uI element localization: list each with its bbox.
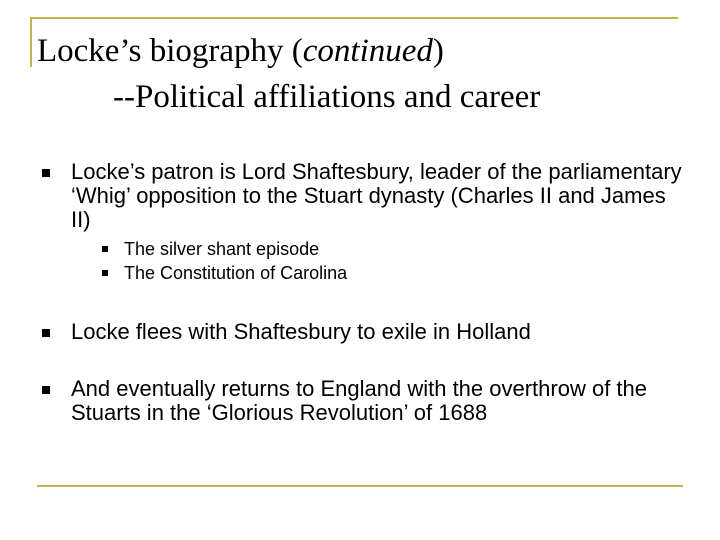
sub-bullet-item [71, 261, 690, 285]
sub-bullet-list [71, 237, 690, 285]
frame-top-rule [30, 17, 678, 19]
bullet-text: Locke flees with Shaftesbury to exile in Holland [71, 319, 531, 344]
square-bullet-icon [42, 169, 50, 177]
bullet-item-patron [40, 160, 690, 285]
square-bullet-icon [102, 270, 108, 276]
title-line2: --Political affiliations and career [113, 79, 541, 115]
bullet-list [40, 160, 690, 425]
slide-title [37, 28, 677, 120]
bullet-text: And eventually returns to England with the overthrow of the Stuarts in the ‘Glorious Revolution’ of 1688 [71, 376, 648, 425]
bullet-item-exile [40, 320, 690, 344]
sub-bullet-text: The silver shant episode [124, 239, 320, 259]
bullet-item-return [40, 377, 690, 425]
title-line1-suffix: ) [432, 33, 444, 69]
sub-bullet-text: The Constitution of Carolina [124, 263, 348, 283]
frame-left-rule [30, 17, 32, 67]
title-line1-prefix: Locke’s biography ( [37, 33, 303, 69]
bullet-text: Locke’s patron is Lord Shaftesbury, leader of the parliamentary ‘Whig’ opposition to the Stuart dynasty (Charles II and James II) [71, 159, 682, 232]
title-line1-italic: continued [302, 33, 433, 69]
square-bullet-icon [42, 329, 50, 337]
frame-bottom-rule [37, 485, 683, 487]
sub-bullet-item [71, 237, 690, 261]
square-bullet-icon [102, 246, 108, 252]
square-bullet-icon [42, 386, 50, 394]
